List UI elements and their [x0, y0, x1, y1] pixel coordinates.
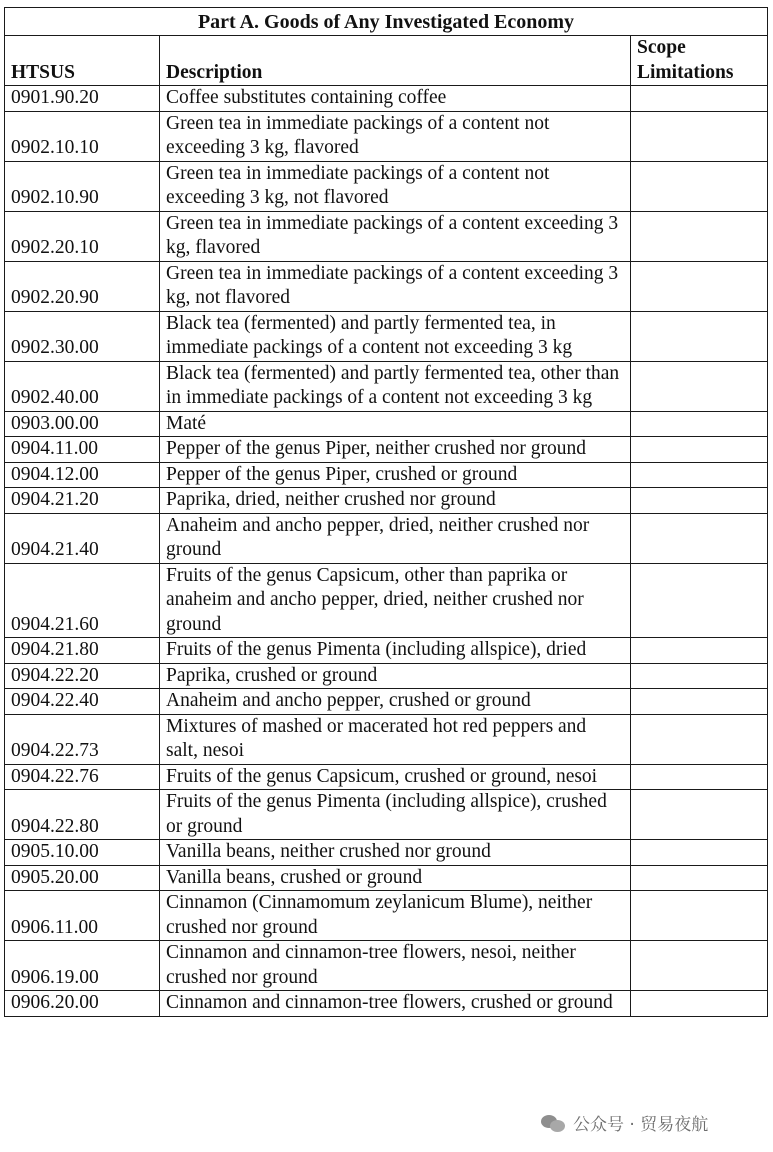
scope-cell: [631, 689, 768, 715]
table-row: [5, 437, 768, 463]
scope-cell: [631, 891, 768, 941]
htsus-cell: 0904.22.76: [5, 764, 160, 790]
description-cell: Green tea in immediate packings of a content not exceeding 3 kg, not flavored: [160, 161, 631, 211]
table-row: [5, 261, 768, 311]
header-description: Description: [160, 36, 631, 86]
htsus-cell: 0904.21.40: [5, 513, 160, 563]
description-cell: Mixtures of mashed or macerated hot red peppers and salt, nesoi: [160, 714, 631, 764]
scope-cell: [631, 311, 768, 361]
table-row: [5, 161, 768, 211]
header-htsus: HTSUS: [5, 36, 160, 86]
scope-cell: [631, 261, 768, 311]
scope-cell: [631, 211, 768, 261]
description-cell: Paprika, crushed or ground: [160, 663, 631, 689]
scope-cell: [631, 563, 768, 638]
scope-cell: [631, 411, 768, 437]
description-cell: Anaheim and ancho pepper, dried, neither crushed nor ground: [160, 513, 631, 563]
table-row: [5, 714, 768, 764]
htsus-cell: 0904.11.00: [5, 437, 160, 463]
htsus-cell: 0902.30.00: [5, 311, 160, 361]
scope-cell: [631, 513, 768, 563]
table-row: [5, 361, 768, 411]
table-row: [5, 86, 768, 112]
htsus-cell: 0902.40.00: [5, 361, 160, 411]
scope-cell: [631, 714, 768, 764]
wechat-icon: [541, 1113, 567, 1133]
table-row: [5, 764, 768, 790]
scope-cell: [631, 488, 768, 514]
table-title: Part A. Goods of Any Investigated Economy: [5, 8, 768, 36]
watermark-text: 公众号 · 贸易夜航: [573, 1115, 709, 1135]
scope-cell: [631, 462, 768, 488]
htsus-cell: 0902.20.10: [5, 211, 160, 261]
description-cell: Coffee substitutes containing coffee: [160, 86, 631, 112]
htsus-cell: 0901.90.20: [5, 86, 160, 112]
description-cell: Cinnamon (Cinnamomum zeylanicum Blume), neither crushed nor ground: [160, 891, 631, 941]
table-row: [5, 513, 768, 563]
scope-cell: [631, 161, 768, 211]
table-row: [5, 638, 768, 664]
description-cell: Green tea in immediate packings of a content exceeding 3 kg, flavored: [160, 211, 631, 261]
description-cell: Fruits of the genus Pimenta (including allspice), dried: [160, 638, 631, 664]
scope-cell: [631, 941, 768, 991]
htsus-cell: 0904.22.73: [5, 714, 160, 764]
scope-cell: [631, 86, 768, 112]
table-row: [5, 790, 768, 840]
htsus-cell: 0906.19.00: [5, 941, 160, 991]
htsus-cell: 0904.21.80: [5, 638, 160, 664]
description-cell: Green tea in immediate packings of a content not exceeding 3 kg, flavored: [160, 111, 631, 161]
htsus-cell: 0904.22.20: [5, 663, 160, 689]
description-cell: Vanilla beans, crushed or ground: [160, 865, 631, 891]
htsus-cell: 0906.11.00: [5, 891, 160, 941]
scope-cell: [631, 663, 768, 689]
description-cell: Anaheim and ancho pepper, crushed or ground: [160, 689, 631, 715]
scope-cell: [631, 437, 768, 463]
htsus-cell: 0902.10.90: [5, 161, 160, 211]
table-row: [5, 563, 768, 638]
description-cell: Cinnamon and cinnamon-tree flowers, crushed or ground: [160, 991, 631, 1017]
description-cell: Pepper of the genus Piper, neither crushed nor ground: [160, 437, 631, 463]
htsus-cell: 0904.12.00: [5, 462, 160, 488]
description-cell: Pepper of the genus Piper, crushed or ground: [160, 462, 631, 488]
description-cell: Fruits of the genus Pimenta (including allspice), crushed or ground: [160, 790, 631, 840]
table-row: [5, 462, 768, 488]
htsus-cell: 0905.10.00: [5, 840, 160, 866]
scope-cell: [631, 840, 768, 866]
description-cell: Fruits of the genus Capsicum, crushed or ground, nesoi: [160, 764, 631, 790]
htsus-cell: 0906.20.00: [5, 991, 160, 1017]
scope-cell: [631, 991, 768, 1017]
table-row: [5, 689, 768, 715]
description-cell: Cinnamon and cinnamon-tree flowers, nesoi, neither crushed nor ground: [160, 941, 631, 991]
htsus-cell: 0904.22.40: [5, 689, 160, 715]
htsus-cell: 0902.10.10: [5, 111, 160, 161]
description-cell: Green tea in immediate packings of a content exceeding 3 kg, not flavored: [160, 261, 631, 311]
table-row: [5, 941, 768, 991]
description-cell: Paprika, dried, neither crushed nor ground: [160, 488, 631, 514]
htsus-cell: 0904.21.20: [5, 488, 160, 514]
table-row: [5, 311, 768, 361]
description-cell: Vanilla beans, neither crushed nor ground: [160, 840, 631, 866]
description-cell: Fruits of the genus Capsicum, other than paprika or anaheim and ancho pepper, dried, neither crushed nor ground: [160, 563, 631, 638]
htsus-cell: 0902.20.90: [5, 261, 160, 311]
description-cell: Black tea (fermented) and partly fermented tea, in immediate packings of a content not exceeding 3 kg: [160, 311, 631, 361]
table-row: [5, 411, 768, 437]
description-cell: Black tea (fermented) and partly fermented tea, other than in immediate packings of a content not exceeding 3 kg: [160, 361, 631, 411]
header-scope-limitations: Scope Limitations: [631, 36, 768, 86]
scope-cell: [631, 111, 768, 161]
table-row: [5, 663, 768, 689]
table-row: [5, 111, 768, 161]
watermark: [541, 1110, 708, 1135]
scope-cell: [631, 361, 768, 411]
htsus-cell: 0904.22.80: [5, 790, 160, 840]
table-row: [5, 840, 768, 866]
htsus-cell: 0904.21.60: [5, 563, 160, 638]
description-cell: Maté: [160, 411, 631, 437]
table-row: [5, 488, 768, 514]
htsus-cell: 0905.20.00: [5, 865, 160, 891]
goods-table: [4, 7, 768, 1017]
scope-cell: [631, 764, 768, 790]
htsus-cell: 0903.00.00: [5, 411, 160, 437]
scope-cell: [631, 865, 768, 891]
table-row: [5, 991, 768, 1017]
table-row: [5, 891, 768, 941]
table-body: [5, 86, 768, 1017]
scope-cell: [631, 790, 768, 840]
scope-cell: [631, 638, 768, 664]
table-row: [5, 211, 768, 261]
table-row: [5, 865, 768, 891]
